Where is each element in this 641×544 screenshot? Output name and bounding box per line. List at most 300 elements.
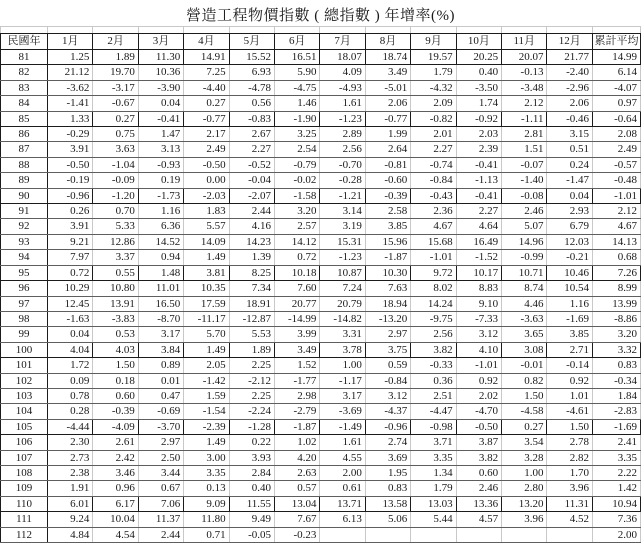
month-value-cell: 0.51 (547, 142, 593, 157)
month-value-cell: 0.55 (93, 265, 138, 280)
month-value-cell: -3.62 (48, 80, 93, 95)
month-value-cell: 14.12 (275, 234, 320, 249)
month-value-cell: 0.61 (320, 481, 365, 496)
month-value-cell: 0.40 (229, 481, 274, 496)
table-row (1, 327, 641, 342)
month-value-cell: 9.49 (229, 512, 274, 527)
spacer-cell (593, 27, 641, 34)
year-cell: 98 (1, 311, 48, 326)
month-value-cell: 0.19 (138, 173, 183, 188)
month-value-cell: -4.61 (547, 404, 593, 419)
month-column-header: 12月 (547, 34, 593, 50)
month-value-cell: 3.65 (502, 327, 547, 342)
month-value-cell: -0.28 (320, 173, 365, 188)
table-row (1, 80, 641, 95)
month-value-cell: 3.44 (138, 465, 183, 480)
month-value-cell: 2.50 (138, 450, 183, 465)
month-value-cell: 10.18 (275, 265, 320, 280)
month-value-cell: 1.61 (320, 435, 365, 450)
year-cell: 94 (1, 250, 48, 265)
month-value-cell: -1.69 (547, 311, 593, 326)
table-row (1, 465, 641, 480)
month-value-cell: 3.35 (184, 465, 229, 480)
month-value-cell: -1.13 (456, 173, 501, 188)
month-value-cell: 3.49 (275, 342, 320, 357)
month-value-cell: 3.81 (184, 265, 229, 280)
month-value-cell: 2.67 (229, 127, 274, 142)
month-column-header: 10月 (456, 34, 501, 50)
month-value-cell: 3.63 (93, 142, 138, 157)
month-value-cell: -0.29 (48, 127, 93, 142)
month-value-cell: -1.87 (275, 419, 320, 434)
table-row (1, 404, 641, 419)
month-value-cell: 3.12 (365, 388, 410, 403)
month-value-cell: 0.89 (138, 358, 183, 373)
month-value-cell: 10.71 (502, 265, 547, 280)
month-value-cell: 1.49 (184, 250, 229, 265)
month-value-cell: 0.75 (93, 127, 138, 142)
spacer-cell (138, 27, 183, 34)
month-value-cell: 2.44 (138, 527, 183, 542)
month-value-cell: -1.40 (502, 173, 547, 188)
month-value-cell: 2.17 (184, 127, 229, 142)
month-value-cell: -4.58 (502, 404, 547, 419)
month-column-header: 9月 (411, 34, 456, 50)
month-value-cell: 0.27 (93, 111, 138, 126)
month-value-cell: 3.15 (547, 127, 593, 142)
month-value-cell: 1.51 (502, 142, 547, 157)
month-value-cell: 2.78 (547, 435, 593, 450)
month-value-cell: 2.27 (456, 204, 501, 219)
cumulative-average-column-header: 累計平均 (593, 34, 641, 50)
month-value-cell: 2.06 (547, 96, 593, 111)
month-value-cell: -0.21 (547, 250, 593, 265)
table-row (1, 373, 641, 388)
month-value-cell: 1.33 (48, 111, 93, 126)
month-value-cell: 2.49 (184, 142, 229, 157)
month-value-cell: 16.49 (456, 234, 501, 249)
spacer-cell (547, 27, 593, 34)
year-cell: 102 (1, 373, 48, 388)
month-value-cell: -4.32 (411, 80, 456, 95)
month-value-cell: -1.20 (93, 188, 138, 203)
month-value-cell: 0.57 (275, 481, 320, 496)
cumulative-average-cell: 0.83 (593, 358, 641, 373)
cumulative-average-cell: 4.67 (593, 219, 641, 234)
month-value-cell: 20.07 (502, 50, 547, 65)
month-value-cell: 0.60 (456, 465, 501, 480)
month-value-cell: 4.67 (411, 219, 456, 234)
month-value-cell: -0.09 (93, 173, 138, 188)
month-value-cell: 1.48 (138, 265, 183, 280)
month-value-cell: 3.17 (320, 388, 365, 403)
month-value-cell: -0.84 (411, 173, 456, 188)
month-value-cell: -0.46 (547, 111, 593, 126)
month-column-header: 4月 (184, 34, 229, 50)
month-value-cell: 2.25 (229, 388, 274, 403)
month-value-cell: 6.93 (229, 65, 274, 80)
month-value-cell: 1.25 (48, 50, 93, 65)
month-value-cell: -4.75 (275, 80, 320, 95)
month-value-cell: 2.74 (365, 435, 410, 450)
month-value-cell: 11.01 (138, 281, 183, 296)
month-value-cell: -11.17 (184, 311, 229, 326)
month-value-cell: -1.11 (502, 111, 547, 126)
year-cell: 105 (1, 419, 48, 434)
month-value-cell: -0.41 (138, 111, 183, 126)
month-value-cell: 3.28 (502, 450, 547, 465)
month-column-header: 2月 (93, 34, 138, 50)
cumulative-average-cell: -0.48 (593, 173, 641, 188)
year-cell: 109 (1, 481, 48, 496)
month-value-cell: 7.60 (275, 281, 320, 296)
month-value-cell: 17.59 (184, 296, 229, 311)
month-value-cell: 13.36 (456, 496, 501, 511)
year-cell: 103 (1, 388, 48, 403)
month-value-cell: 3.12 (456, 327, 501, 342)
month-value-cell: 0.22 (229, 435, 274, 450)
month-value-cell: 4.54 (93, 527, 138, 542)
cumulative-average-cell: -8.86 (593, 311, 641, 326)
month-value-cell: 3.31 (320, 327, 365, 342)
month-value-cell: -0.99 (502, 250, 547, 265)
month-value-cell: 10.04 (93, 512, 138, 527)
month-value-cell: 3.54 (502, 435, 547, 450)
month-value-cell: 0.72 (275, 250, 320, 265)
month-value-cell: -0.96 (365, 419, 410, 434)
cumulative-average-cell: -0.34 (593, 373, 641, 388)
month-value-cell: 3.49 (365, 65, 410, 80)
month-value-cell: 2.46 (502, 204, 547, 219)
cumulative-average-cell: 0.97 (593, 96, 641, 111)
month-value-cell: 6.17 (93, 496, 138, 511)
month-value-cell: 6.01 (48, 496, 93, 511)
month-value-cell: 6.79 (547, 219, 593, 234)
month-value-cell: -7.33 (456, 311, 501, 326)
month-value-cell: -2.96 (547, 80, 593, 95)
month-value-cell: -3.50 (456, 80, 501, 95)
cumulative-average-cell: 2.08 (593, 127, 641, 142)
month-value-cell: 2.56 (411, 327, 456, 342)
month-value-cell: 21.12 (48, 65, 93, 80)
month-value-cell: -0.98 (411, 419, 456, 434)
month-value-cell (411, 527, 456, 542)
month-value-cell: -1.17 (320, 373, 365, 388)
month-value-cell: 1.16 (547, 296, 593, 311)
month-value-cell: 2.25 (229, 358, 274, 373)
month-value-cell: 0.96 (93, 481, 138, 496)
month-value-cell: -0.39 (365, 188, 410, 203)
month-value-cell: 0.72 (48, 265, 93, 280)
month-value-cell: 3.99 (275, 327, 320, 342)
cumulative-average-cell: 1.42 (593, 481, 641, 496)
month-value-cell: -1.73 (138, 188, 183, 203)
month-value-cell: 8.02 (411, 281, 456, 296)
month-value-cell: 2.00 (320, 465, 365, 480)
table-row (1, 435, 641, 450)
month-value-cell: 0.94 (138, 250, 183, 265)
month-value-cell: 16.51 (275, 50, 320, 65)
month-value-cell: -3.83 (93, 311, 138, 326)
month-value-cell: 0.09 (48, 373, 93, 388)
month-value-cell: 4.20 (275, 450, 320, 465)
month-value-cell: 8.74 (502, 281, 547, 296)
table-row (1, 281, 641, 296)
month-value-cell: 10.35 (184, 281, 229, 296)
month-value-cell: 5.53 (229, 327, 274, 342)
month-value-cell: -1.41 (48, 96, 93, 111)
month-value-cell: -0.69 (138, 404, 183, 419)
month-value-cell: -0.81 (365, 157, 410, 172)
month-value-cell: -0.41 (456, 157, 501, 172)
table-row (1, 50, 641, 65)
month-value-cell: 4.84 (48, 527, 93, 542)
year-cell: 83 (1, 80, 48, 95)
month-value-cell: 2.89 (320, 127, 365, 142)
month-value-cell: -1.23 (320, 250, 365, 265)
month-value-cell: 7.67 (275, 512, 320, 527)
month-value-cell: 15.96 (365, 234, 410, 249)
month-value-cell (320, 527, 365, 542)
month-value-cell: 1.79 (411, 65, 456, 80)
cumulative-average-cell: 3.35 (593, 450, 641, 465)
month-value-cell: 3.96 (502, 512, 547, 527)
month-value-cell: 1.50 (93, 358, 138, 373)
table-row (1, 296, 641, 311)
month-value-cell: -0.67 (93, 96, 138, 111)
month-value-cell: -0.77 (365, 111, 410, 126)
cumulative-average-cell: 1.84 (593, 388, 641, 403)
month-value-cell: 0.82 (502, 373, 547, 388)
table-row (1, 204, 641, 219)
month-value-cell: -0.60 (365, 173, 410, 188)
month-value-cell: 10.87 (320, 265, 365, 280)
price-index-table (0, 26, 641, 543)
month-value-cell: 9.72 (411, 265, 456, 280)
year-cell: 87 (1, 142, 48, 157)
month-value-cell: -3.69 (320, 404, 365, 419)
month-value-cell: 1.01 (547, 388, 593, 403)
month-value-cell: 8.83 (456, 281, 501, 296)
month-value-cell: 3.75 (365, 342, 410, 357)
month-value-cell: 1.99 (365, 127, 410, 142)
month-value-cell: -0.41 (456, 188, 501, 203)
month-value-cell: -0.50 (48, 157, 93, 172)
month-value-cell: 1.59 (184, 388, 229, 403)
month-value-cell: 0.67 (138, 481, 183, 496)
month-value-cell: -1.63 (48, 311, 93, 326)
table-row (1, 496, 641, 511)
month-value-cell: -1.01 (456, 358, 501, 373)
month-value-cell: 7.25 (184, 65, 229, 80)
table-row (1, 127, 641, 142)
cumulative-average-cell: 2.22 (593, 465, 641, 480)
month-value-cell: 3.35 (411, 450, 456, 465)
month-value-cell: 0.60 (93, 388, 138, 403)
month-value-cell: 10.17 (456, 265, 501, 280)
month-value-cell: 2.01 (411, 127, 456, 142)
month-value-cell: 1.52 (275, 358, 320, 373)
month-value-cell: -4.09 (93, 419, 138, 434)
cumulative-average-cell: 2.49 (593, 142, 641, 157)
month-value-cell: 1.72 (48, 358, 93, 373)
month-value-cell: 12.03 (547, 234, 593, 249)
month-value-cell: -2.03 (184, 188, 229, 203)
cumulative-average-cell: 14.13 (593, 234, 641, 249)
month-value-cell: -0.04 (229, 173, 274, 188)
month-value-cell: 5.06 (365, 512, 410, 527)
month-value-cell: 18.07 (320, 50, 365, 65)
month-value-cell: -1.23 (320, 111, 365, 126)
table-row (1, 419, 641, 434)
month-value-cell: 8.25 (229, 265, 274, 280)
month-value-cell: 2.39 (456, 142, 501, 157)
month-value-cell: -3.90 (138, 80, 183, 95)
month-value-cell: -0.79 (275, 157, 320, 172)
month-value-cell: 11.30 (138, 50, 183, 65)
month-value-cell: 20.79 (320, 296, 365, 311)
month-value-cell: -0.23 (275, 527, 320, 542)
month-value-cell: -0.39 (93, 404, 138, 419)
month-value-cell: 15.31 (320, 234, 365, 249)
month-value-cell: 2.06 (365, 96, 410, 111)
spacer-cell (320, 27, 365, 34)
month-value-cell: -5.01 (365, 80, 410, 95)
month-value-cell: 1.83 (184, 204, 229, 219)
table-row (1, 358, 641, 373)
table-row (1, 234, 641, 249)
month-value-cell: -4.37 (365, 404, 410, 419)
month-value-cell: -1.42 (184, 373, 229, 388)
month-value-cell: 11.31 (547, 496, 593, 511)
month-value-cell: 15.68 (411, 234, 456, 249)
table-row (1, 65, 641, 80)
month-value-cell: -3.17 (93, 80, 138, 95)
month-value-cell: 0.56 (229, 96, 274, 111)
month-column-header: 7月 (320, 34, 365, 50)
year-cell: 107 (1, 450, 48, 465)
spacer-cell (456, 27, 501, 34)
month-value-cell: 14.23 (229, 234, 274, 249)
month-value-cell: 2.36 (411, 204, 456, 219)
month-value-cell: 0.71 (184, 527, 229, 542)
month-value-cell: 18.94 (365, 296, 410, 311)
cumulative-average-cell: 0.68 (593, 250, 641, 265)
month-value-cell: -0.08 (502, 188, 547, 203)
month-value-cell: 0.36 (411, 373, 456, 388)
month-value-cell: -3.63 (502, 311, 547, 326)
month-value-cell: 5.57 (184, 219, 229, 234)
month-column-header: 3月 (138, 34, 183, 50)
month-value-cell: -3.48 (502, 80, 547, 95)
year-cell: 96 (1, 281, 48, 296)
spacer-cell (184, 27, 229, 34)
month-value-cell: 7.24 (320, 281, 365, 296)
month-value-cell: 10.36 (138, 65, 183, 80)
year-cell: 93 (1, 234, 48, 249)
month-value-cell: 12.45 (48, 296, 93, 311)
month-value-cell: 1.89 (229, 342, 274, 357)
year-cell: 111 (1, 512, 48, 527)
table-body (1, 50, 641, 543)
year-cell: 89 (1, 173, 48, 188)
spacer-cell (48, 27, 93, 34)
month-value-cell: 3.93 (229, 450, 274, 465)
month-value-cell: -1.47 (547, 173, 593, 188)
year-cell: 88 (1, 157, 48, 172)
month-value-cell: 4.03 (93, 342, 138, 357)
cumulative-average-cell: 3.32 (593, 342, 641, 357)
month-value-cell: 3.00 (184, 450, 229, 465)
month-value-cell: 3.71 (411, 435, 456, 450)
month-value-cell: 4.16 (229, 219, 274, 234)
month-column-header: 6月 (275, 34, 320, 50)
month-value-cell: -1.54 (184, 404, 229, 419)
month-value-cell: -1.52 (456, 250, 501, 265)
cumulative-average-cell: 10.94 (593, 496, 641, 511)
month-value-cell: 3.85 (547, 327, 593, 342)
year-cell: 95 (1, 265, 48, 280)
month-value-cell: -0.50 (456, 419, 501, 434)
month-value-cell: 4.04 (48, 342, 93, 357)
month-value-cell: 3.69 (365, 450, 410, 465)
table-row (1, 265, 641, 280)
month-value-cell: 4.46 (502, 296, 547, 311)
month-value-cell: -4.70 (456, 404, 501, 419)
month-value-cell: 2.54 (275, 142, 320, 157)
month-value-cell: 15.52 (229, 50, 274, 65)
month-value-cell: -0.52 (229, 157, 274, 172)
month-value-cell: 2.12 (502, 96, 547, 111)
year-cell: 81 (1, 50, 48, 65)
month-value-cell: -1.01 (411, 250, 456, 265)
month-value-cell: 14.96 (502, 234, 547, 249)
year-cell: 108 (1, 465, 48, 480)
month-value-cell: -1.04 (93, 157, 138, 172)
month-value-cell: 0.40 (456, 65, 501, 80)
month-value-cell: -0.43 (411, 188, 456, 203)
month-value-cell: 3.85 (365, 219, 410, 234)
month-value-cell: 2.58 (365, 204, 410, 219)
month-value-cell (456, 527, 501, 542)
table-row (1, 388, 641, 403)
table-row (1, 111, 641, 126)
year-cell: 100 (1, 342, 48, 357)
month-value-cell: 6.36 (138, 219, 183, 234)
month-value-cell: -0.01 (502, 358, 547, 373)
month-value-cell: 2.81 (502, 127, 547, 142)
month-value-cell: 9.10 (456, 296, 501, 311)
month-value-cell: 3.82 (456, 450, 501, 465)
month-value-cell: -1.49 (320, 419, 365, 434)
month-value-cell: -1.28 (229, 419, 274, 434)
month-value-cell: 2.27 (229, 142, 274, 157)
month-value-cell: 3.08 (502, 342, 547, 357)
month-value-cell: 14.09 (184, 234, 229, 249)
month-value-cell: -0.50 (184, 157, 229, 172)
month-value-cell: 3.17 (138, 327, 183, 342)
month-value-cell: 2.05 (184, 358, 229, 373)
month-value-cell: 1.47 (138, 127, 183, 142)
month-value-cell: -1.77 (275, 373, 320, 388)
spacer-cell (365, 27, 410, 34)
month-value-cell: -9.75 (411, 311, 456, 326)
spacer-cell (93, 27, 138, 34)
table-row (1, 250, 641, 265)
table-row (1, 173, 641, 188)
cumulative-average-cell: 7.36 (593, 512, 641, 527)
month-value-cell: 2.38 (48, 465, 93, 480)
